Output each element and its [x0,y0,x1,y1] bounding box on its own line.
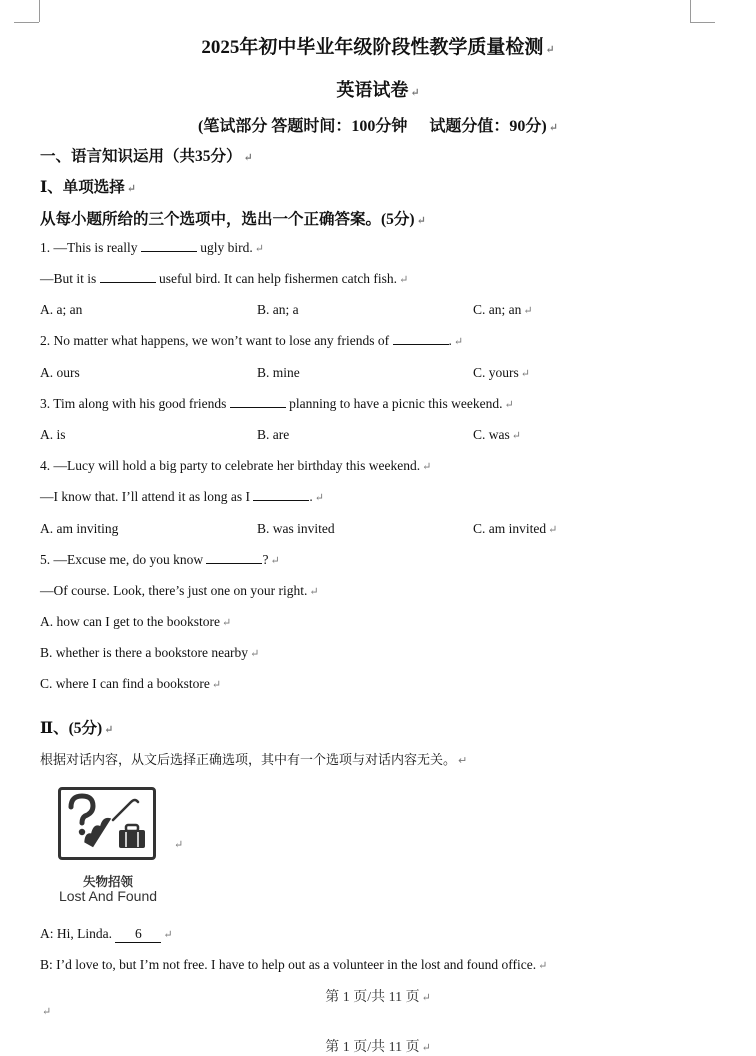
blank-6: 6 [115,926,161,943]
question-4-line-2: —I know that. I’ll attend it as long as I . ↵ [40,489,324,504]
page-footer: 第 1 页/共 11 页 ↵ [325,990,431,1005]
question-2-line-1: 2. No matter what happens, we won’t want to lose any friends of . ↵ [40,333,464,348]
question-1-line-1: 1. —This is really ugly bird. ↵ [40,240,264,255]
question-2-option-a: A. ours [40,365,80,380]
question-5-option-c: C. where I can find a bookstore ↵ [40,676,222,691]
part2-heading: Ⅱ、(5分) ↵ [40,720,114,737]
sign-caption-en: Lost And Found [58,888,158,904]
question-4-option-b: B. was invited [257,521,335,536]
next-page-footer: 第 1 页/共 11 页 ↵ [325,1040,431,1055]
question-5-option-b: B. whether is there a bookstore nearby ↵ [40,645,260,660]
sign-caption-cn: 失物招领 [82,874,133,889]
question-3-option-a: A. is [40,427,66,442]
question-5-line-1: 5. —Excuse me, do you know ? ↵ [40,552,280,567]
question-2-option-c: C. yours ↵ [473,365,530,380]
question-4-option-a: A. am inviting [40,521,119,536]
section-heading: 一、语言知识运用（共35分） ↵ [40,148,253,165]
crop-mark-top-right-h [690,22,715,23]
part2-instruction: 根据对话内容，从文后选择正确选项，其中有一个选项与对话内容无关。 ↵ [40,753,468,768]
part1-heading: Ⅰ、单项选择 ↵ [40,179,136,196]
crop-mark-top-left-h [14,22,39,23]
question-3-line-1: 3. Tim along with his good friends planning to have a picnic this weekend. ↵ [40,396,514,411]
dialogue-line-a: A: Hi, Linda. 6 ↵ [40,926,173,941]
question-5-line-2: —Of course. Look, there’s just one on your right. ↵ [40,583,319,598]
crop-mark-top-left [38,0,40,22]
question-4-option-c: C. am invited ↵ [473,521,558,536]
exam-info: (笔试部分 答题时间：100分钟 试题分值：90分) ↵ [198,118,558,135]
question-1-option-a: A. a; an [40,302,83,317]
footer-paragraph-mark: ↵ [42,1006,52,1018]
question-4-line-1: 4. —Lucy will hold a big party to celebrate her birthday this weekend. ↵ [40,458,432,473]
part1-instruction: 从每小题所给的三个选项中，选出一个正确答案。(5分) ↵ [40,211,426,228]
crop-mark-top-right [690,0,692,22]
question-1-option-c: C. an; an ↵ [473,302,533,317]
question-3-option-c: C. was ↵ [473,427,521,442]
question-3-option-b: B. are [257,427,290,442]
document-title: 2025年初中毕业年级阶段性教学质量检测 ↵ [201,37,555,58]
document-subtitle: 英语试卷 ↵ [336,80,420,100]
question-1-line-2: —But it is useful bird. It can help fishermen catch fish. ↵ [40,271,409,286]
question-5-option-a: A. how can I get to the bookstore ↵ [40,614,232,629]
dialogue-line-b: B: I’d love to, but I’m not free. I have to help out as a volunteer in the lost and found office. ↵ [40,957,548,972]
sign-paragraph-mark: ↵ [174,839,184,851]
question-2-option-b: B. mine [257,365,300,380]
lost-and-found-icon-graphic [61,790,153,857]
question-1-option-b: B. an; a [257,302,299,317]
lost-and-found-icon [58,787,156,860]
